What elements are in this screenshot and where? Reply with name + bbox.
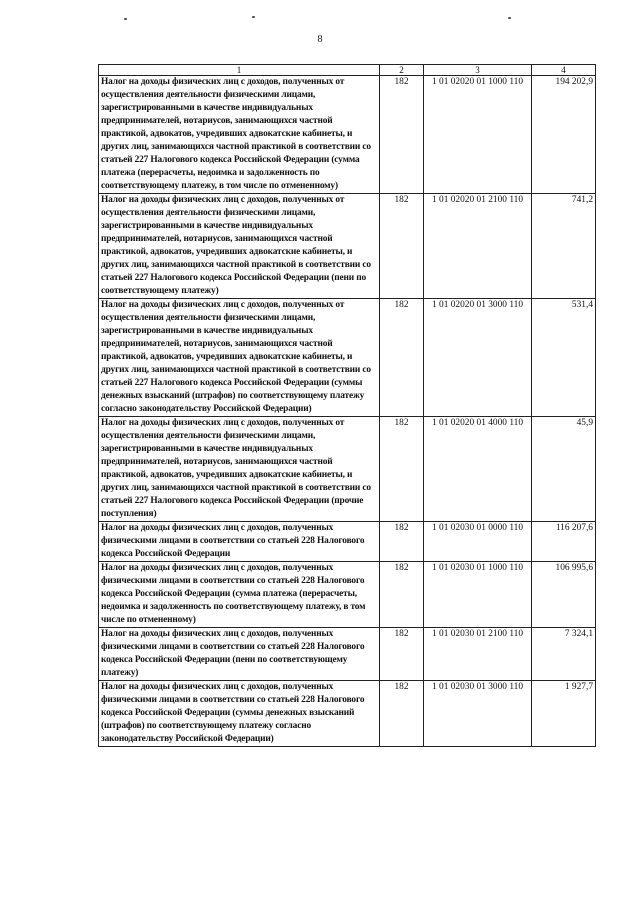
column-header: 3 <box>424 65 532 76</box>
admin-code: 182 <box>380 194 424 299</box>
table-row <box>99 522 596 562</box>
revenue-name: Налог на доходы физических лиц с доходов, полученных физическими лицами в соответствии со статьей 228 Налогового кодекса Российской Федерации (суммы денежных взысканий (штрафов) по соответствующему платежу согласно законодательству Российской Федерации) <box>99 681 380 747</box>
budget-classification-code: 1 01 02020 01 2100 110 <box>424 194 532 299</box>
page-number: 8 <box>317 34 323 45</box>
admin-code: 182 <box>380 522 424 562</box>
amount: 741,2 <box>532 194 596 299</box>
amount: 194 202,9 <box>532 76 596 194</box>
amount: 7 324,1 <box>532 628 596 681</box>
revenue-table <box>98 64 596 747</box>
column-header: 4 <box>532 65 596 76</box>
scan-speck <box>252 16 255 18</box>
budget-classification-code: 1 01 02030 01 1000 110 <box>424 562 532 628</box>
admin-code: 182 <box>380 562 424 628</box>
column-header: 1 <box>99 65 380 76</box>
amount: 116 207,6 <box>532 522 596 562</box>
table-row <box>99 562 596 628</box>
table-row <box>99 417 596 522</box>
budget-classification-code: 1 01 02020 01 1000 110 <box>424 76 532 194</box>
budget-classification-code: 1 01 02020 01 3000 110 <box>424 299 532 417</box>
table-row <box>99 76 596 194</box>
budget-classification-code: 1 01 02030 01 2100 110 <box>424 628 532 681</box>
admin-code: 182 <box>380 628 424 681</box>
revenue-name: Налог на доходы физических лиц с доходов, полученных от осуществления деятельности физическими лицами, зарегистрированными в качестве индивидуальных предпринимателей, нотариусов, занимающихся частной практикой, адвокатов, учредивших адвокатские кабинеты, и других лиц, занимающихся частной практикой в соответствии со статьей 227 Налогового кодекса Российской Федерации (пени по соответствующему платежу) <box>99 194 380 299</box>
table-row <box>99 628 596 681</box>
budget-classification-code: 1 01 02030 01 0000 110 <box>424 522 532 562</box>
table-row <box>99 681 596 747</box>
table-row <box>99 299 596 417</box>
scan-speck <box>124 18 127 20</box>
revenue-name: Налог на доходы физических лиц с доходов, полученных физическими лицами в соответствии со статьей 228 Налогового кодекса Российской Федерации (пени по соответствующему платежу) <box>99 628 380 681</box>
amount: 531,4 <box>532 299 596 417</box>
admin-code: 182 <box>380 417 424 522</box>
budget-classification-code: 1 01 02030 01 3000 110 <box>424 681 532 747</box>
amount: 45,9 <box>532 417 596 522</box>
admin-code: 182 <box>380 299 424 417</box>
amount: 1 927,7 <box>532 681 596 747</box>
column-header: 2 <box>380 65 424 76</box>
revenue-name: Налог на доходы физических лиц с доходов, полученных от осуществления деятельности физическими лицами, зарегистрированными в качестве индивидуальных предпринимателей, нотариусов, занимающихся частной практикой, адвокатов, учредивших адвокатские кабинеты, и других лиц, занимающихся частной практикой в соответствии со статьей 227 Налогового кодекса Российской Федерации (прочие поступления) <box>99 417 380 522</box>
admin-code: 182 <box>380 76 424 194</box>
budget-classification-code: 1 01 02020 01 4000 110 <box>424 417 532 522</box>
revenue-name: Налог на доходы физических лиц с доходов, полученных физическими лицами в соответствии со статьей 228 Налогового кодекса Российской Федерации <box>99 522 380 562</box>
revenue-name: Налог на доходы физических лиц с доходов, полученных от осуществления деятельности физическими лицами, зарегистрированными в качестве индивидуальных предпринимателей, нотариусов, занимающихся частной практикой, адвокатов, учредивших адвокатские кабинеты, и других лиц, занимающихся частной практикой в соответствии со статьей 227 Налогового кодекса Российской Федерации (сумма платежа (перерасчеты, недоимка и задолженность по соответствующему платежу, в том числе по отмененному) <box>99 76 380 194</box>
table-header-row <box>99 65 596 76</box>
table-row <box>99 194 596 299</box>
amount: 106 995,6 <box>532 562 596 628</box>
scan-speck <box>508 17 511 19</box>
admin-code: 182 <box>380 681 424 747</box>
revenue-name: Налог на доходы физических лиц с доходов, полученных от осуществления деятельности физическими лицами, зарегистрированными в качестве индивидуальных предпринимателей, нотариусов, занимающихся частной практикой, адвокатов, учредивших адвокатские кабинеты, и других лиц, занимающихся частной практикой в соответствии со статьей 227 Налогового кодекса Российской Федерации (суммы денежных взысканий (штрафов) по соответствующему платежу согласно законодательству Российской Федерации) <box>99 299 380 417</box>
revenue-name: Налог на доходы физических лиц с доходов, полученных физическими лицами в соответствии со статьей 228 Налогового кодекса Российской Федерации (сумма платежа (перерасчеты, недоимка и задолженность по соответствующему платежу, в том числе по отмененному) <box>99 562 380 628</box>
